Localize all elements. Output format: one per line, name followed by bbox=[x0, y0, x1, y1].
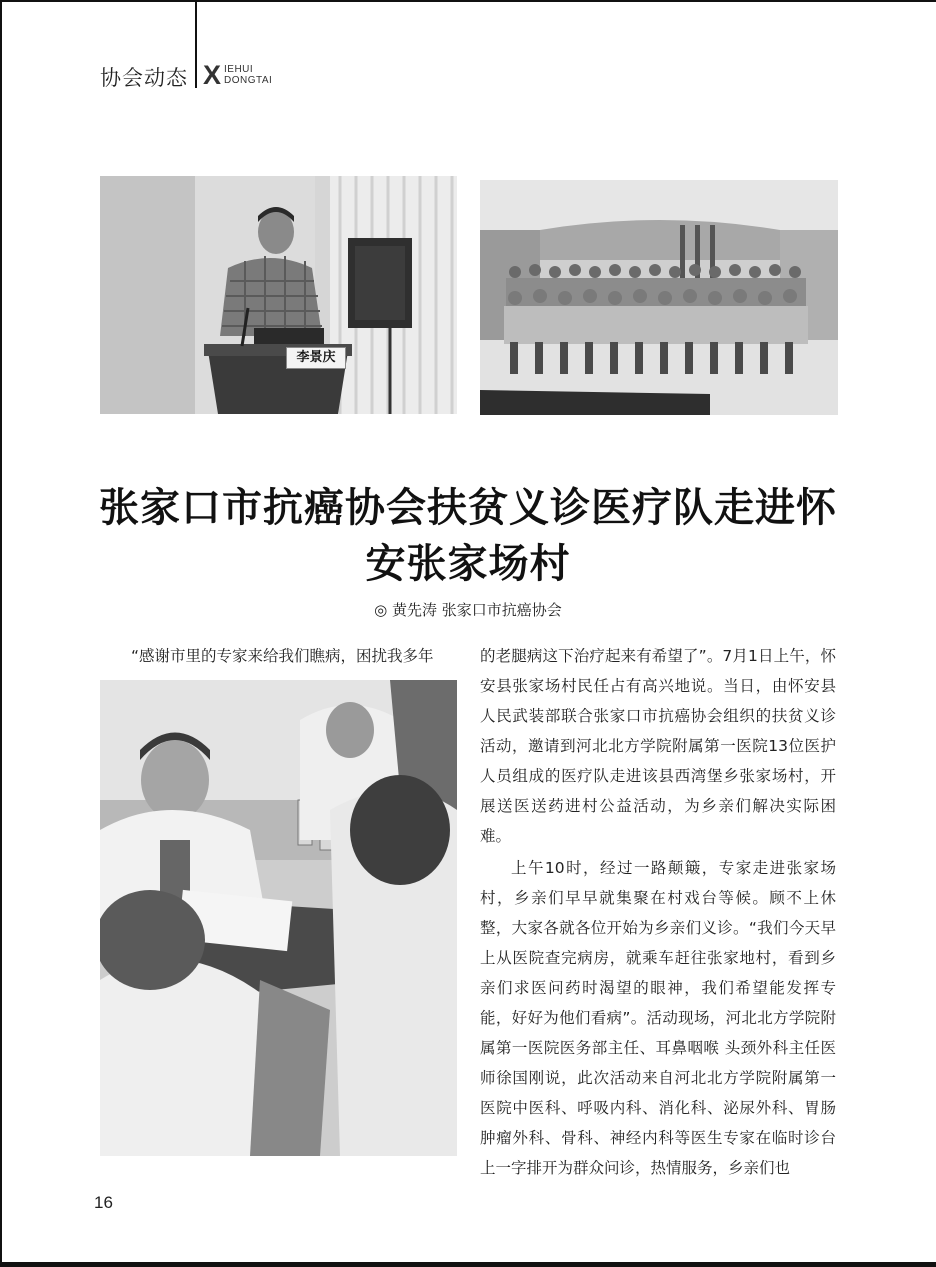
article-title-line2: 安张家场村 bbox=[365, 540, 571, 587]
right-column bbox=[480, 641, 836, 1183]
intro-quote: “感谢市里的专家来给我们瞧病，困扰我多年 bbox=[131, 647, 434, 665]
section-initial: X bbox=[203, 60, 222, 90]
page-bottom-border bbox=[0, 1262, 936, 1267]
speaker-photo bbox=[100, 176, 457, 414]
body-paragraph-2: 上午10时，经过一路颠簸，专家走进张家场村，乡亲们早早就集聚在村戏台等候。顾不上休整，大家各就各位开始为乡亲们义诊。“我们今天早上从医院查完病房，就乘车赶往张家地村，看到乡亲们求医问药时渴望的眼神，我们希望能发挥专能，好好为他们看病”。活动现场，河北北方学院附属第一医院医务部主任、耳鼻咽喉 头颈外科主任医师徐国刚说，此次活动来自河北北方学院附属第一医院中医科、呼吸内科、消化科、泌尿外科、胃肠肿瘤外科、骨科、神经内科等医生专家在临时诊台上一字排开为群众问诊，热情服务，乡亲们也 bbox=[480, 859, 836, 1177]
left-column bbox=[100, 641, 460, 671]
page-number: 16 bbox=[94, 1193, 113, 1212]
body-paragraph-1: 的老腿病这下治疗起来有希望了”。7月1日上午，怀安县张家场村民任占有高兴地说。当日，由怀安县人民武装部联合张家口市抗癌协会组织的扶贫义诊活动，邀请到河北北方学院附属第一医院13位医护人员组成的医疗队走进该县西湾堡乡张家场村，开展送医送药进村公益活动，为乡亲们解决实际困难。 bbox=[480, 647, 836, 845]
header-divider bbox=[195, 2, 197, 88]
section-title: 协会动态 bbox=[100, 66, 188, 90]
speaker-nameplate: 李景庆 bbox=[286, 347, 346, 369]
page-left-border bbox=[0, 0, 2, 1267]
article-byline: ◎ 黄先涛 张家口市抗癌协会 bbox=[374, 601, 562, 619]
page-top-border bbox=[0, 0, 936, 2]
article-title-line1: 张家口市抗癌协会扶贫义诊医疗队走进怀 bbox=[99, 484, 837, 531]
section-pinyin-line2: DONGTAI bbox=[224, 75, 273, 86]
consultation-photo bbox=[100, 680, 457, 1156]
group-photo bbox=[480, 180, 838, 415]
section-pinyin-line1: IEHUI bbox=[224, 64, 254, 75]
